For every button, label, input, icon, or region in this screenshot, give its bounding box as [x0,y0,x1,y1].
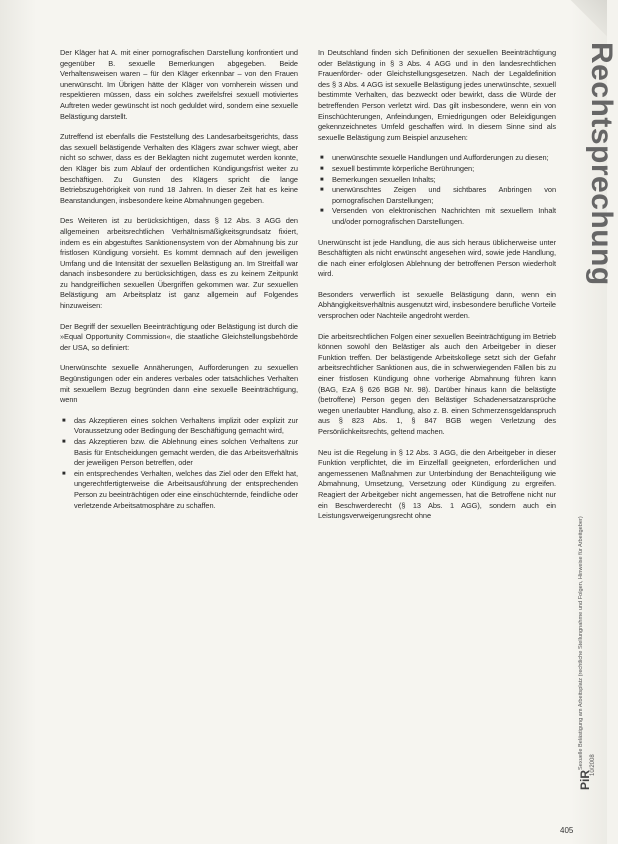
right-paragraph-4: Die arbeitsrechtlichen Folgen einer sexuellen Beeinträchtigung im Betrieb können sowohl den Belästiger als auch den Arbeitgeber in dieser Funktion treffen. Der belästigende Arbeitskollege setzt sich der Gefahr arbeitsrechtlicher Sanktionen aus, die in schwerwiegenden Fällen bis zu einer fristlosen Kündigung ohne vorherige Abmahnung führen kann (BAG, EzA § 626 BGB Nr. 98). Darüber hinaus kann die belästigte (betroffene) Person gegen den Belästiger Schadenersatzansprüche wegen unerlaubter Handlung, also z. B. einen Schmerzensgeldanspruch aus § 823 Abs. 1, § 847 BGB wegen Verletzung des Persönlichkeitsrechts, geltend machen. [318,331,556,436]
left-paragraph-3: Des Weiteren ist zu berücksichtigen, dass § 12 Abs. 3 AGG den allgemeinen arbeitsrechtlichen Verhältnismäßigkeitsgrundsatz fixiert, indem es ein abgestuftes Sanktionensystem von der Abmahnung bis zur fristlosen Kündigung vorsieht. Es kommt demnach auf den jeweiligen Umfang und die Intensität der sexuellen Belästigung an. Im Streitfall war danach insbesondere zu berücksichtigen, dass es zu keinem Zeitpunkt zu handgreiflichen sexuellen Übergriffen gekommen war. Zur sexuellen Belästigung am Arbeitsplatz ist ganz allgemein auf Folgendes hinzuweisen: [60,216,298,311]
left-paragraph-2: Zutreffend ist ebenfalls die Feststellung des Landesarbeitsgerichts, dass das sexuell belästigende Verhalten des Klägers zwar schwer wiegt, aber nicht so schwer, dass es der Beklagten nicht zugemutet werden konnte, den Kläger bis zum Ablauf der ordentlichen Kündigungsfrist weiter zu beschäftigen. Zu Gunsten des Klägers spricht die lange Betriebszugehörigkeit von rund 18 Jahren. In dieser Zeit hat es keine Beanstandungen, insbesondere keine Abmahnungen gegeben. [60,132,298,205]
section-title-vertical [556,42,618,286]
left-column [60,48,298,521]
left-bullet-item: ■ das Akzeptieren bzw. die Ablehnung eines solchen Verhaltens zur Basis für Entscheidungen gemacht werden, die das Arbeitsverhältnis der jeweiligen Person betreffen, oder [60,437,298,469]
left-paragraph-5: Unerwünschte sexuelle Annäherungen, Aufforderungen zu sexuellen Begünstigungen oder ein anderes verbales oder tatsächliches Verhalten mit sexuellem Bezug begründen dann eine sexuelle Beeinträchtigung, wenn [60,363,298,405]
page-number: 405 [560,826,574,835]
right-column [318,48,556,532]
right-bullet-item: ■ sexuell bestimmte körperliche Berührungen; [318,164,556,175]
right-bullet-item: ■ unerwünschtes Zeigen und sichtbares Anbringen von pornografischen Darstellungen; [318,185,556,206]
left-bullet-item: ■ ein entsprechendes Verhalten, welches das Ziel oder den Effekt hat, ungerechtfertigterweise die Arbeitsausführung der entsprechenden Person zu beeinträchtigen oder eine einschüchternde, feindliche oder verletzende Arbeitsatmosphäre zu schaffen. [60,469,298,511]
journal-logo [578,789,592,790]
right-bullet-item: ■ unerwünschte sexuelle Handlungen und Aufforderungen zu diesen; [318,153,556,164]
right-bullet-item: ■ Versenden von elektronischen Nachrichten mit sexuellem Inhalt und/oder pornografischen Darstellungen. [318,206,556,227]
right-paragraph-5: Neu ist die Regelung in § 12 Abs. 3 AGG, die den Arbeitgeber in dieser Funktion verpflichtet, die im Einzelfall geeigneten, erforderlichen und angemessenen Maßnahmen zur Unterbindung der Benachteiligung wie Abmahnung, Umsetzung, Versetzung oder Kündigung zu ergreifen. Reagiert der Arbeitgeber nicht angemessen, hat die Betroffene nicht nur ein Beschwerderecht (§ 13 Abs. 1 AGG), sondern auch ein Leistungsverweigerungsrecht ohne [318,447,556,521]
issue-label [590,775,596,776]
right-paragraph-3: Besonders verwerflich ist sexuelle Belästigung dann, wenn ein Abhängigkeitsverhältnis ausgenutzt wird, insbesondere berufliche Vorteile versprochen oder Nachteile angedroht werden. [318,289,556,321]
left-bullet-list [60,416,298,511]
left-bullet-item: ■ das Akzeptieren eines solchen Verhaltens implizit oder explizit zur Voraussetzung oder Bedingung der Beschäftigung gemacht wird, [60,416,298,437]
right-paragraph-2: Unerwünscht ist jede Handlung, die aus sich heraus üblicherweise unter Beschäftigten als nicht erwünscht angesehen wird, sowie jede Handlung, die nach einer erfolglosen Ablehnung der betroffenen Person wiederholt wird. [318,237,556,279]
right-paragraph-1: In Deutschland finden sich Definitionen der sexuellen Beeinträchtigung oder Belästigung in § 3 Abs. 4 AGG und in den landesrechtlichen Frauenförder- oder Gleichstellungsgesetzen. Nach der Legaldefinition des § 3 Abs. 4 AGG ist sexuelle Belästigung jedes unerwünschte, sexuell bestimmte Verhalten, das bezweckt oder bewirkt, dass die Würde der betreffenden Person verletzt wird. Das gilt insbesondere, wenn ein von Einschüchterungen, Anfeindungen, Erniedrigungen oder Beleidigungen gekennzeichnetes Umfeld geschaffen wird. In diesem Sinne sind als sexuelle Belästigung zum Beispiel anzusehen: [318,48,556,142]
right-bullet-list [318,153,556,227]
right-bullet-item: ■ Bemerkungen sexuellen Inhalts; [318,175,556,186]
section-title-text: Rechtsprechung [585,42,618,286]
page-corner-shadow [567,0,607,40]
left-paragraph-1: Der Kläger hat A. mit einer pornografischen Darstellung konfrontiert und gegenüber B. sexuelle Bemerkungen abgegeben. Beide Verhaltensweisen waren – für den Kläger erkennbar – von den Frauen unerwünscht. Im Übrigen hätte der Kläger von vornherein wissen und respektieren müssen, dass ein solches zweifelsfrei sexuell motiviertes Auftreten weder gewünscht ist noch geduldet wird, sondern eine sexuelle Belästigung darstellt. [60,48,298,121]
left-paragraph-4: Der Begriff der sexuellen Beeinträchtigung oder Belästigung ist durch die »Equal Opportunity Commission«, die staatliche Gleichstellungsbehörde der USA, so definiert: [60,321,298,352]
